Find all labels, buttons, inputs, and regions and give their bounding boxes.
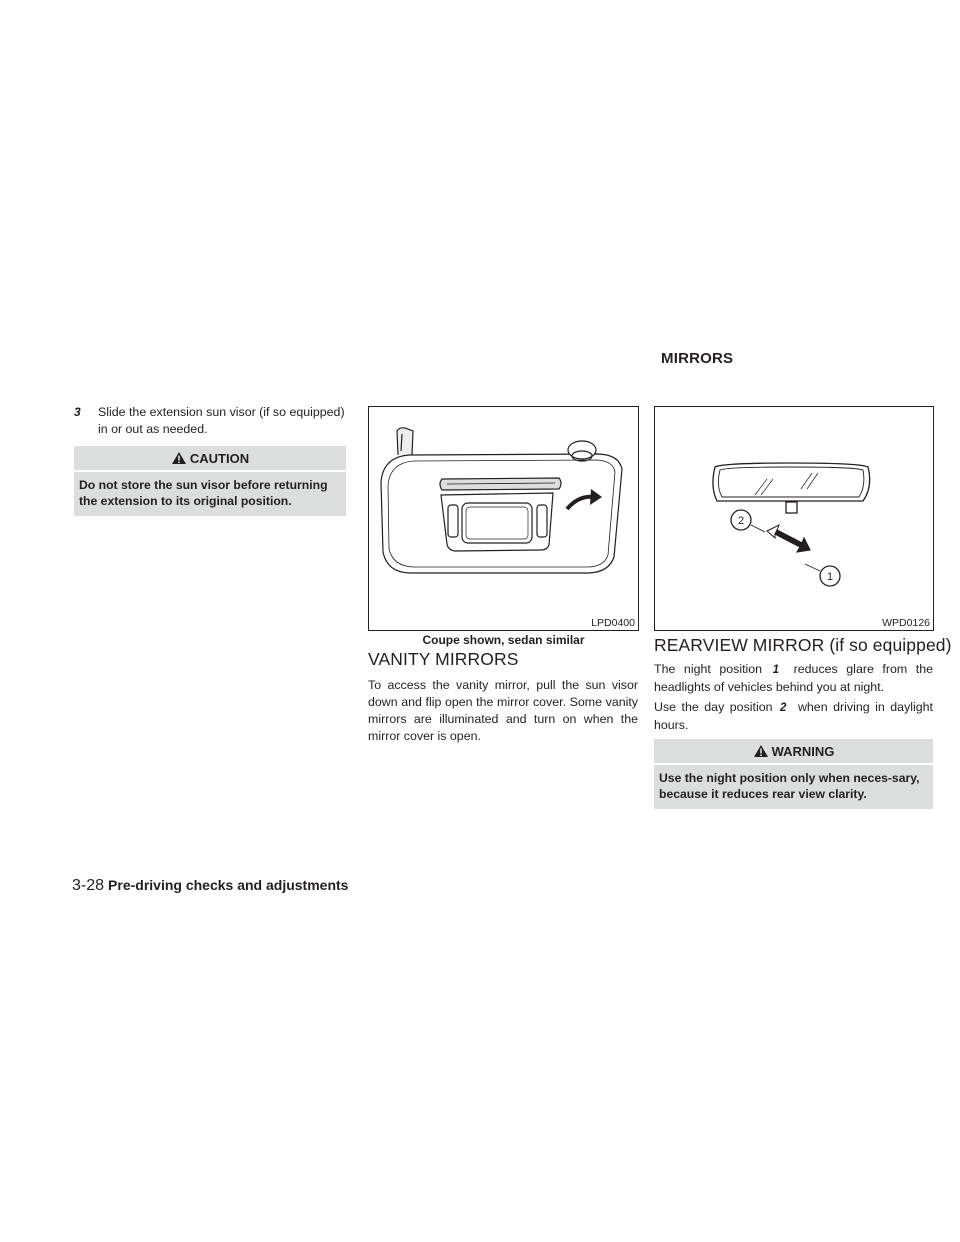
figure2-label-1: 1 (826, 571, 834, 583)
rearview-paragraph-1 (654, 661, 933, 696)
warning-title: WARNING (771, 743, 835, 759)
p1-before: The night position (654, 662, 763, 676)
figure2-code: WPD0126 (882, 617, 930, 629)
figure2-label-2: 2 (737, 515, 745, 527)
vanity-heading: VANITY MIRRORS (368, 649, 519, 669)
rearview-paragraph-2 (654, 699, 933, 734)
rearview-mirror-illustration (655, 407, 933, 630)
p1-num: 1 (772, 664, 780, 676)
p2-num: 2 (780, 702, 787, 714)
sun-visor-illustration (369, 407, 638, 630)
warning-box (654, 739, 933, 809)
step-number: 3 (74, 405, 81, 419)
figure1-caption: Coupe shown, sedan similar (422, 633, 585, 647)
warning-body: Use the night position only when neces-sary, because it reduces rear view clarity. (659, 771, 920, 801)
p2-before: Use the day position (654, 700, 773, 714)
rearview-heading: REARVIEW MIRROR (if so equipped) (654, 635, 952, 655)
figure1-code: LPD0400 (591, 617, 635, 629)
page-number: 3-28 (72, 877, 105, 894)
section-heading: MIRRORS (661, 350, 734, 367)
warning-header (654, 739, 933, 765)
caution-body: Do not store the sun visor before returning the extension to its original position. (79, 478, 328, 508)
vanity-mirror-figure (368, 406, 639, 631)
p2-after: when driving in daylight hours. (654, 700, 933, 732)
warning-triangle-icon (171, 451, 187, 465)
step-3 (74, 404, 346, 438)
caution-box (74, 446, 346, 516)
p1-after: reduces glare from the headlights of vehicles behind you at night. (654, 662, 933, 694)
chapter-title: Pre-driving checks and adjustments (108, 877, 349, 893)
caution-header (74, 446, 346, 472)
step-text: Slide the extension sun visor (if so equipped) in or out as needed. (98, 405, 345, 436)
warning-triangle-icon (753, 744, 769, 758)
vanity-body: To access the vanity mirror, pull the sun visor down and flip open the mirror cover. Some vanity mirrors are illuminated and turn on when the mirror cover is open. (368, 678, 638, 743)
caution-title: CAUTION (189, 450, 250, 466)
page-footer (72, 877, 348, 895)
rearview-mirror-figure (654, 406, 934, 631)
